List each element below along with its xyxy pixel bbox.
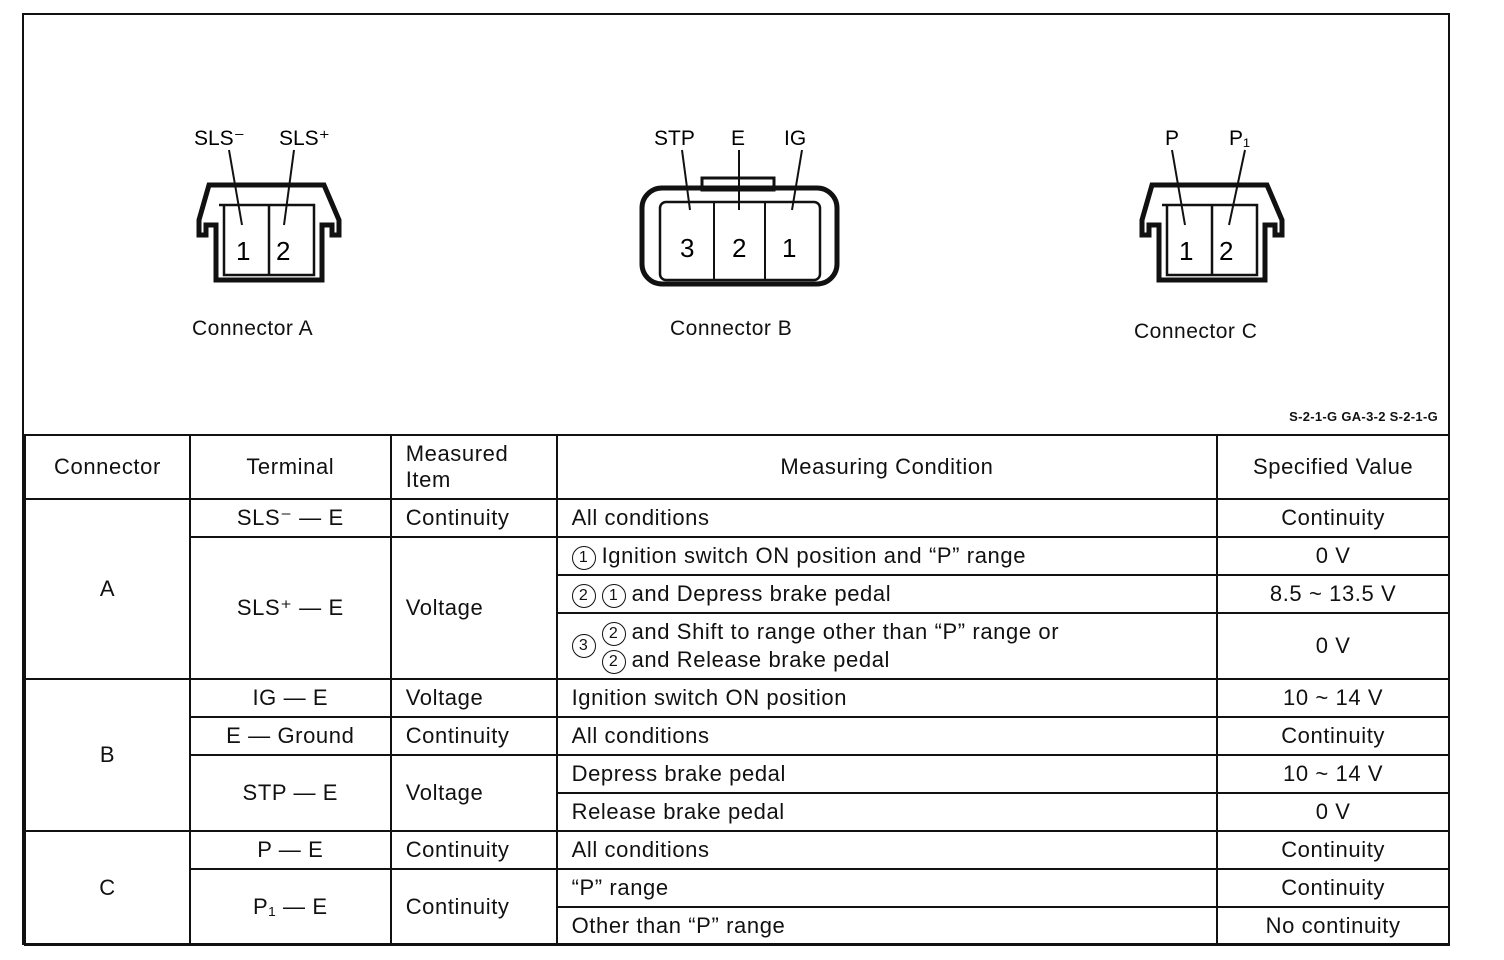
connector-b-pin-label-stp: STP [654, 127, 695, 150]
condition-text: and Shift to range other than “P” range or [631, 619, 1060, 644]
value-cell: 10 ~ 14 V [1217, 755, 1449, 793]
condition-text: and Release brake pedal [631, 647, 891, 672]
value-cell: 8.5 ~ 13.5 V [1217, 575, 1449, 613]
measured-item-cell: Voltage [391, 679, 557, 717]
value-cell: 0 V [1217, 537, 1449, 575]
terminal-cell: E — Ground [190, 717, 391, 755]
measured-item-cell: Continuity [391, 869, 557, 945]
condition-cell: Other than “P” range [557, 907, 1218, 945]
measured-item-cell: Continuity [391, 499, 557, 537]
connector-c-pin-1: 1 [1179, 236, 1194, 266]
value-cell: Continuity [1217, 717, 1449, 755]
connector-c-pin-label-p1: P₁ [1229, 127, 1251, 150]
terminal-cell: SLS⁻ — E [190, 499, 391, 537]
connector-a-pin-label-2: SLS⁺ [279, 127, 330, 150]
connector-b-pin-1: 1 [782, 233, 797, 263]
step-ref-icon: 1 [602, 584, 626, 608]
connector-c-pin-label-p: P [1165, 127, 1180, 150]
connector-c-pin-2: 2 [1219, 236, 1234, 266]
measured-item-cell: Continuity [391, 831, 557, 869]
step-number-icon: 3 [572, 634, 596, 658]
table-row [25, 755, 1449, 793]
reference-code: S-2-1-G GA-3-2 S-2-1-G [1289, 409, 1438, 424]
connector-diagrams [24, 15, 1450, 435]
connector-a-pin-label-1: SLS⁻ [194, 127, 245, 150]
table-header-row [25, 435, 1449, 499]
figure-frame [22, 13, 1450, 945]
connector-b-drawing [632, 110, 852, 300]
step-ref-icon: 2 [602, 622, 626, 646]
value-cell: 0 V [1217, 793, 1449, 831]
value-cell: 10 ~ 14 V [1217, 679, 1449, 717]
header-measured-item: Measured Item [391, 435, 557, 499]
condition-cell: All conditions [557, 717, 1218, 755]
measured-item-cell: Voltage [391, 755, 557, 831]
condition-cell: All conditions [557, 831, 1218, 869]
connector-a-caption: Connector A [192, 317, 314, 340]
terminal-cell: P — E [190, 831, 391, 869]
spec-table [24, 434, 1450, 946]
value-cell: Continuity [1217, 499, 1449, 537]
connector-a-drawing [174, 110, 354, 310]
value-cell: Continuity [1217, 869, 1449, 907]
terminal-cell: STP — E [190, 755, 391, 831]
connector-a-pin-2: 2 [276, 236, 291, 266]
table-row [25, 831, 1449, 869]
condition-cell [557, 537, 1218, 575]
table-row [25, 499, 1449, 537]
condition-cell: All conditions [557, 499, 1218, 537]
connector-b-caption: Connector B [670, 317, 793, 340]
connector-a-pin-1: 1 [236, 236, 251, 266]
condition-cell: Release brake pedal [557, 793, 1218, 831]
group-c-cell: C [25, 831, 190, 945]
header-terminal: Terminal [190, 435, 391, 499]
table-row [25, 679, 1449, 717]
condition-text: and Depress brake pedal [631, 580, 892, 606]
terminal-cell: SLS⁺ — E [190, 537, 391, 679]
connector-b-pin-3: 3 [680, 233, 695, 263]
connector-b-pin-2: 2 [732, 233, 747, 263]
table-row [25, 717, 1449, 755]
measured-item-cell: Voltage [391, 537, 557, 679]
condition-cell [557, 575, 1218, 613]
header-measuring-condition: Measuring Condition [557, 435, 1218, 499]
step-ref-icon: 2 [602, 650, 626, 674]
terminal-cell: IG — E [190, 679, 391, 717]
header-connector: Connector [25, 435, 190, 499]
connector-b-pin-label-e: E [731, 127, 746, 150]
connector-c-drawing [1117, 110, 1297, 310]
step-number-icon: 2 [572, 584, 596, 608]
header-specified-value: Specified Value [1217, 435, 1449, 499]
condition-cell [557, 613, 1218, 679]
terminal-cell: P₁ — E [190, 869, 391, 945]
value-cell: Continuity [1217, 831, 1449, 869]
connector-c-caption: Connector C [1134, 320, 1258, 343]
value-cell: 0 V [1217, 613, 1449, 679]
connector-b-pin-label-ig: IG [784, 127, 807, 150]
condition-cell: “P” range [557, 869, 1218, 907]
step-number-icon: 1 [572, 546, 596, 570]
group-b-cell: B [25, 679, 190, 831]
value-cell: No continuity [1217, 907, 1449, 945]
condition-cell: Depress brake pedal [557, 755, 1218, 793]
condition-cell: Ignition switch ON position [557, 679, 1218, 717]
condition-text: Ignition switch ON position and “P” range [601, 542, 1027, 568]
measured-item-cell: Continuity [391, 717, 557, 755]
table-row [25, 869, 1449, 907]
group-a-cell: A [25, 499, 190, 679]
table-row [25, 537, 1449, 575]
